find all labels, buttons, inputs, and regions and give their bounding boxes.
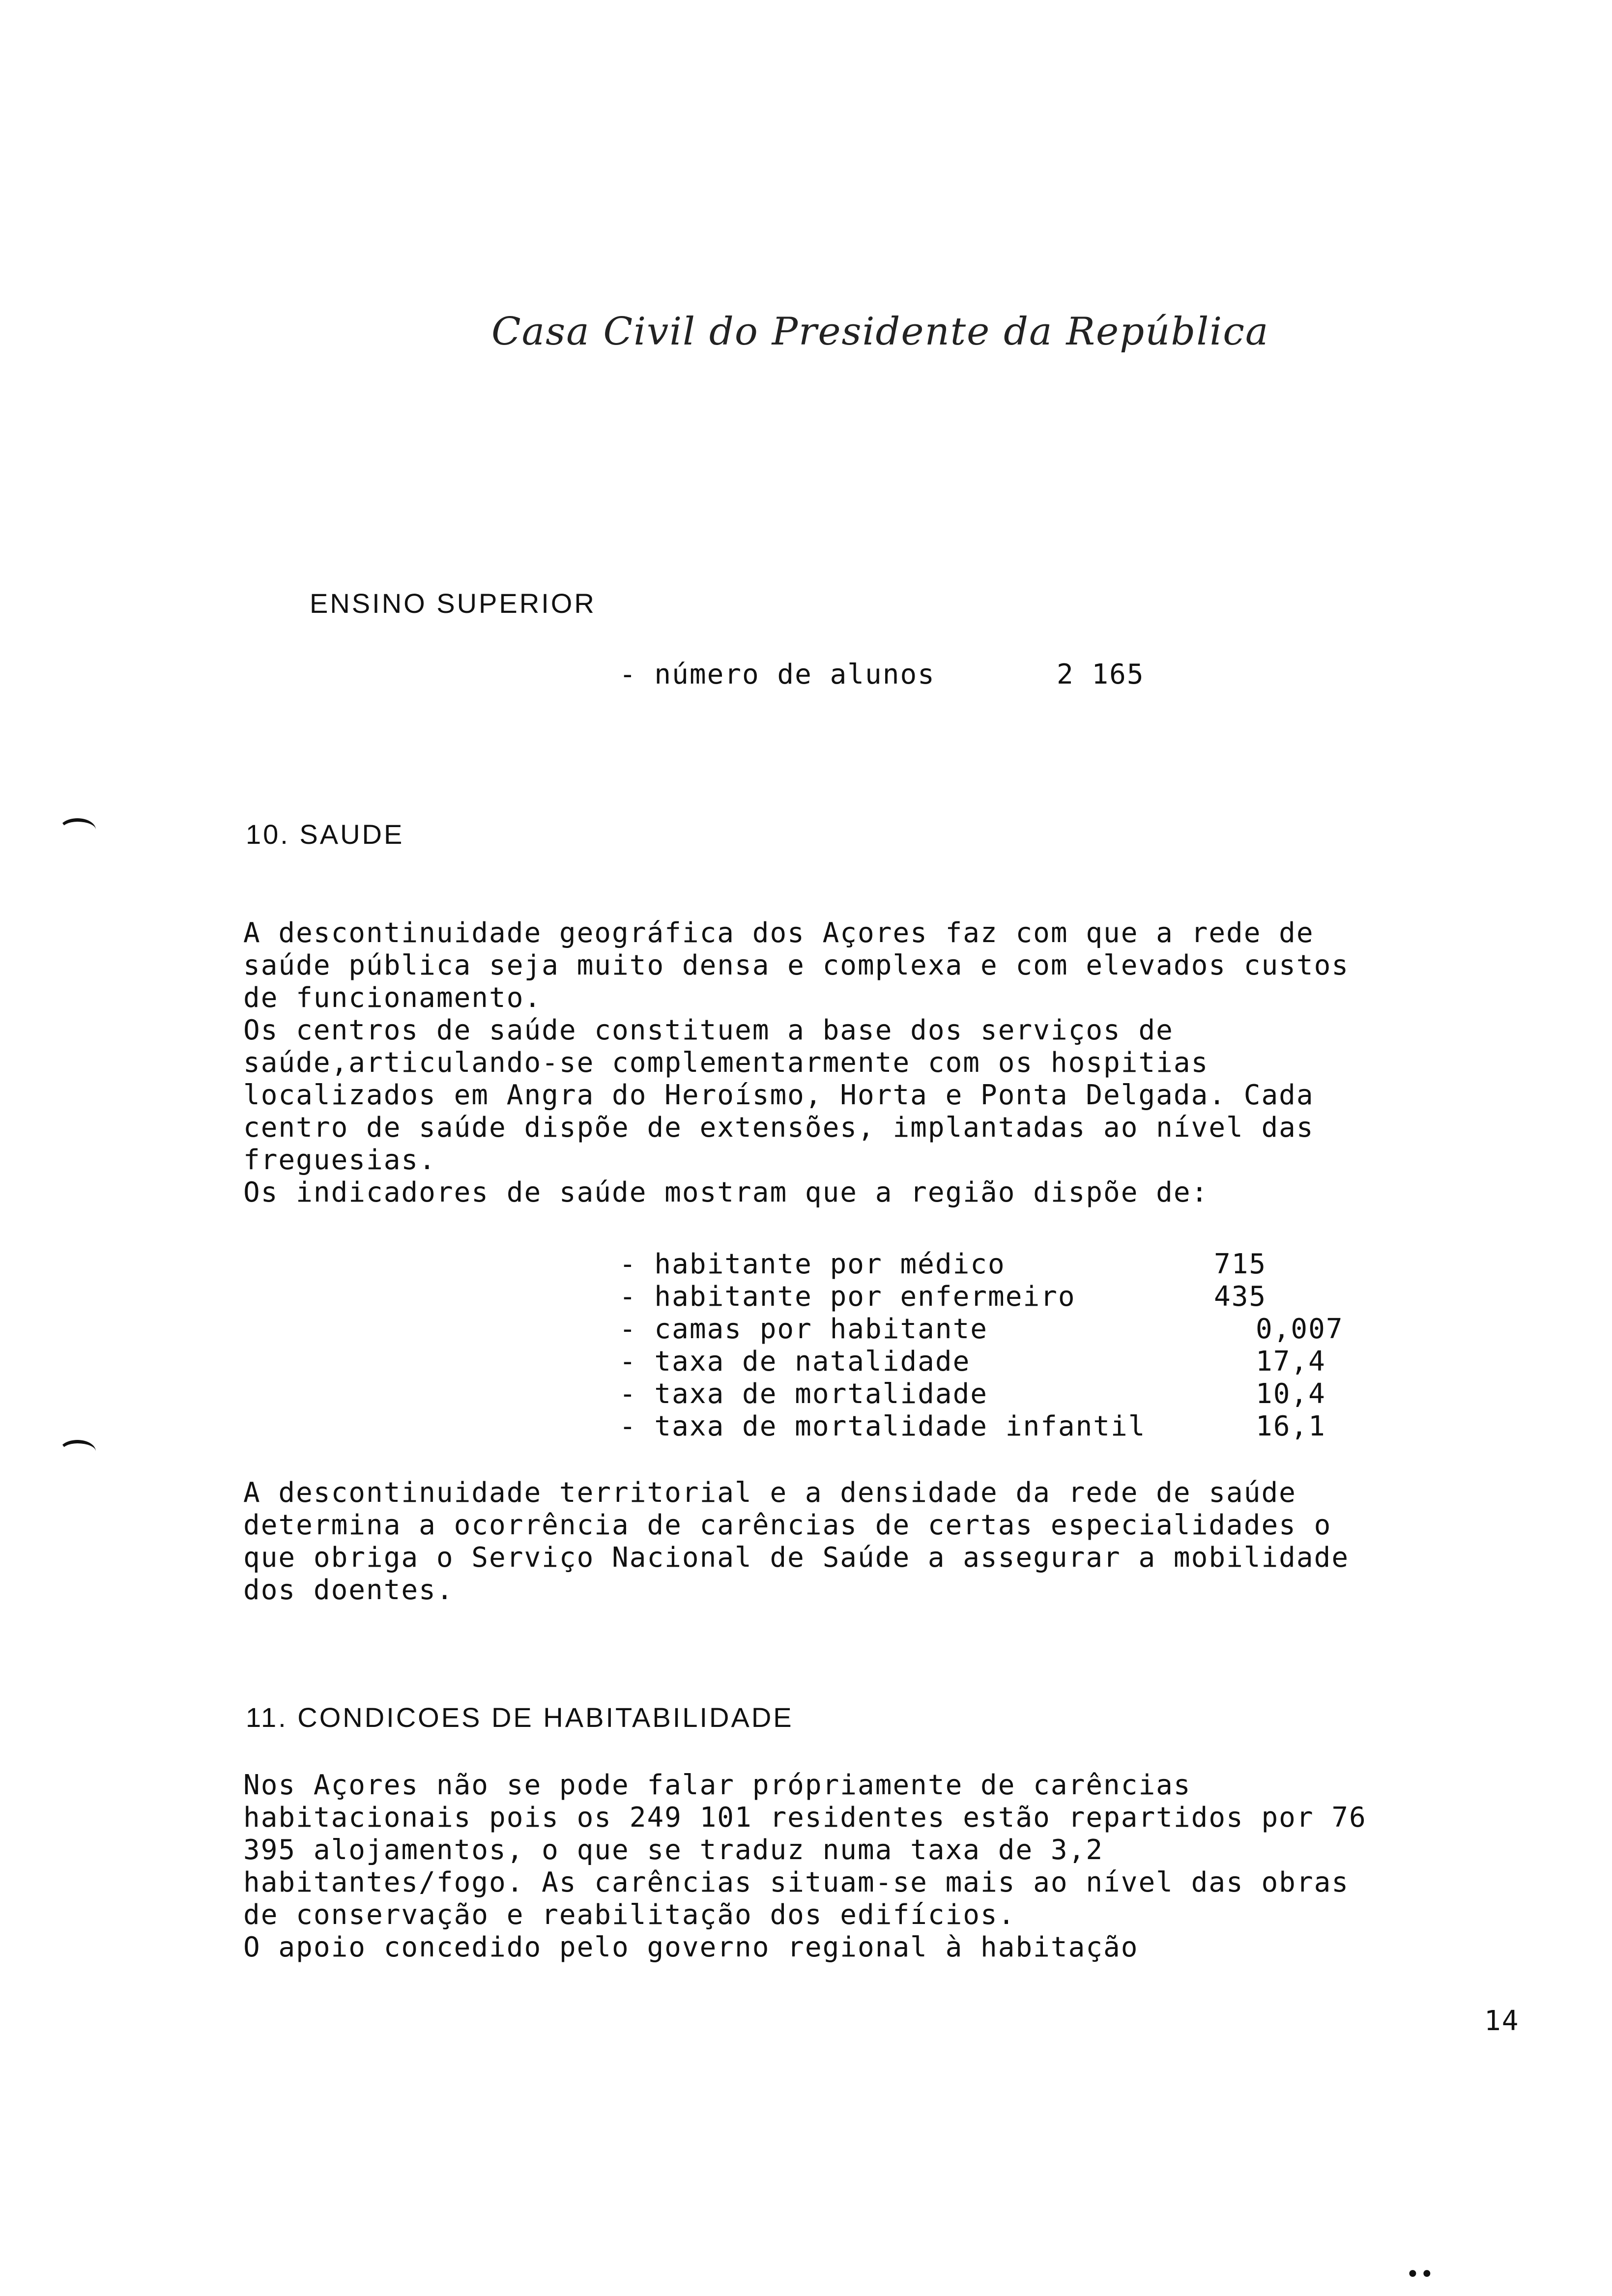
paragraph-line: Nos Açores não se pode falar própriamente de carências: [243, 1769, 1191, 1801]
indicator-label: - habitante por enfermeiro: [619, 1281, 1076, 1313]
indicator-value: 17,4: [1256, 1346, 1326, 1378]
ensino-item-value: 2 165: [1057, 659, 1145, 690]
paragraph-line: saúde pública seja muito densa e complexa e com elevados custos: [243, 949, 1350, 981]
letterhead: Casa Civil do Presidente da República: [491, 310, 1269, 354]
paragraph-line: de conservação e reabilitação dos edifícios.: [243, 1899, 1016, 1931]
paragraph-line: O apoio concedido pelo governo regional à habitação: [243, 1931, 1139, 1963]
ensino-item-label: - número de alunos: [619, 659, 935, 690]
paragraph-line: habitantes/fogo. As carências situam-se mais ao nível das obras: [243, 1866, 1350, 1898]
indicator-value: 16,1: [1256, 1410, 1326, 1442]
indicator-label: - camas por habitante: [619, 1313, 988, 1345]
paragraph-line: 395 alojamentos, o que se traduz numa taxa de 3,2: [243, 1834, 1104, 1866]
paragraph-line: freguesias.: [243, 1144, 436, 1176]
indicator-value: 715: [1214, 1248, 1267, 1280]
page-number: 14: [1484, 2005, 1520, 2037]
ensino-superior-heading: ENSINO SUPERIOR: [310, 588, 596, 619]
indicator-label: - taxa de mortalidade infantil: [619, 1410, 1146, 1442]
paragraph-line: dos doentes.: [243, 1574, 454, 1606]
paragraph-line: centro de saúde dispõe de extensões, implantadas ao nível das: [243, 1112, 1314, 1144]
paragraph-line: localizados em Angra do Heroísmo, Horta e Ponta Delgada. Cada: [243, 1079, 1314, 1111]
paragraph-line: que obriga o Serviço Nacional de Saúde a assegurar a mobilidade: [243, 1542, 1350, 1574]
paragraph-line: saúde,articulando-se complementarmente com os hospitias: [243, 1047, 1209, 1079]
habitabilidade-paragraph: [243, 1769, 1367, 1964]
habitabilidade-heading: 11. CONDICOES DE HABITABILIDADE: [246, 1702, 794, 1733]
paragraph-line: de funcionamento.: [243, 982, 542, 1014]
indicator-label: - taxa de natalidade: [619, 1346, 971, 1378]
saude-paragraph-1: [243, 917, 1349, 1209]
indicator-value: 0,007: [1256, 1313, 1344, 1345]
indicator-value: 435: [1214, 1281, 1267, 1313]
indicator-label: - taxa de mortalidade: [619, 1378, 988, 1410]
indicator-label: - habitante por médico: [619, 1248, 1006, 1280]
paragraph-line: A descontinuidade geográfica dos Açores faz com que a rede de: [243, 917, 1314, 949]
margin-mark: [59, 818, 96, 841]
margin-mark: [59, 1440, 96, 1463]
saude-heading: 10. SAUDE: [246, 819, 404, 850]
paragraph-line: habitacionais pois os 249 101 residentes estão repartidos por 76: [243, 1802, 1367, 1834]
indicator-value: 10,4: [1256, 1378, 1326, 1410]
paragraph-line: determina a ocorrência de carências de certas especialidades o: [243, 1509, 1332, 1541]
saude-paragraph-2: [243, 1477, 1349, 1607]
footer-mark: ••: [1406, 2261, 1434, 2288]
paragraph-line: A descontinuidade territorial e a densidade da rede de saúde: [243, 1477, 1296, 1509]
paragraph-line: Os centros de saúde constituem a base dos serviços de: [243, 1014, 1174, 1046]
paragraph-line: Os indicadores de saúde mostram que a região dispõe de:: [243, 1177, 1209, 1208]
